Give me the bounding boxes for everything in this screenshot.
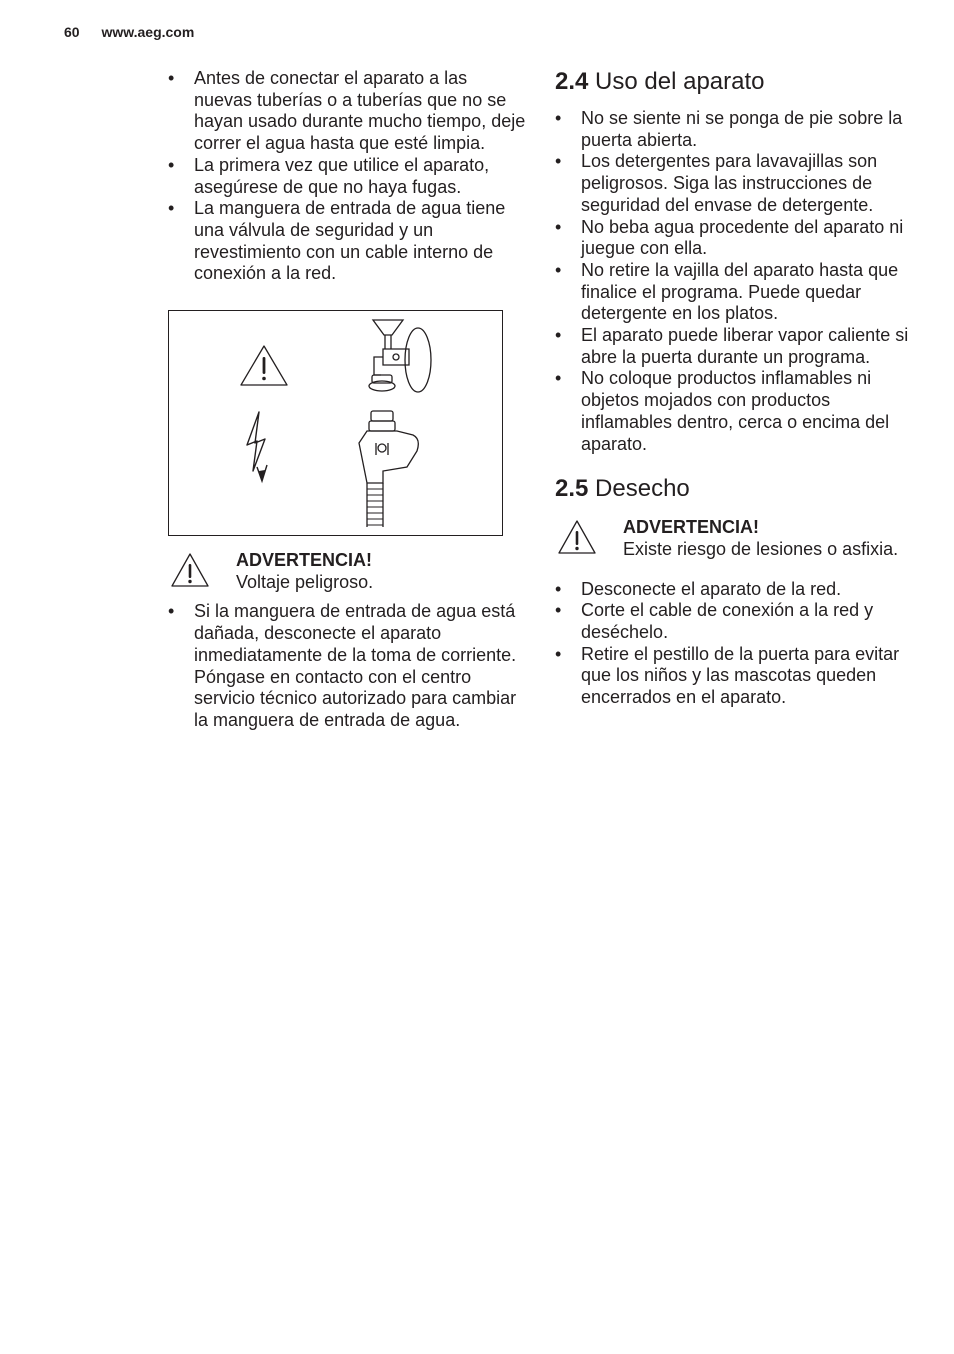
list-item: • Retire el pestillo de la puerta para evitar que los niños y las mascotas queden encerrados en el aparato.: [555, 644, 925, 709]
left-column: [168, 68, 528, 732]
section-heading: Desecho: [595, 475, 690, 503]
bullet-list-uso: [555, 108, 925, 455]
list-item: • No coloque productos inflamables ni objetos mojados con productos inflamables dentro, cerca o encima del aparato.: [555, 368, 925, 455]
list-item: • La primera vez que utilice el aparato, asegúrese de que no haya fugas.: [168, 155, 528, 198]
warning-title: ADVERTENCIA!: [236, 550, 373, 571]
hose-safety-figure: [168, 310, 503, 536]
list-item: • Corte el cable de conexión a la red y deséchelo.: [555, 600, 925, 643]
lightning-bolt-icon: [247, 412, 267, 481]
list-item: • Antes de conectar el aparato a las nuevas tuberías o a tuberías que no se hayan usado durante mucho tiempo, deje correr el agua hasta que esté limpia.: [168, 68, 528, 155]
list-item: • Los detergentes para lavavajillas son peligrosos. Siga las instrucciones de seguridad del envase de detergente.: [555, 151, 925, 216]
header-url[interactable]: www.aeg.com: [101, 24, 195, 40]
water-tap-icon: [369, 320, 431, 392]
warning-injury: [555, 517, 925, 560]
list-item: • No beba agua procedente del aparato ni juegue con ella.: [555, 217, 925, 260]
list-item: • La manguera de entrada de agua tiene una válvula de seguridad y un revestimiento con un cable interno de conexión a la red.: [168, 198, 528, 285]
safety-valve-hose-icon: [359, 411, 418, 527]
list-item: • No retire la vajilla del aparato hasta que finalice el programa. Puede quedar detergente en los platos.: [555, 260, 925, 325]
list-item: • No se siente ni se ponga de pie sobre la puerta abierta.: [555, 108, 925, 151]
page-number: 60: [64, 24, 80, 40]
warning-triangle-icon: [241, 346, 287, 385]
section-number: 2.4: [555, 68, 589, 95]
bullet-list-desecho: [555, 579, 925, 709]
figure-illustration: [169, 311, 504, 537]
warning-title: ADVERTENCIA!: [623, 517, 760, 538]
bullet-list-top: [168, 68, 528, 285]
warning-triangle-icon: [170, 552, 210, 588]
section-title-uso-del-aparato: [555, 68, 925, 96]
right-column: [555, 68, 925, 709]
warning-triangle-icon: [557, 519, 597, 555]
warning-text: Voltaje peligroso.: [236, 571, 374, 592]
section-title-desecho: [555, 475, 925, 503]
bullet-list-bottom: [168, 601, 528, 731]
section-heading: Uso del aparato: [595, 68, 765, 95]
list-item: • El aparato puede liberar vapor caliente si abre la puerta durante un programa.: [555, 325, 925, 368]
section-number: 2.5: [555, 475, 589, 503]
list-item: • Desconecte el aparato de la red.: [555, 579, 925, 601]
page-header: [64, 24, 194, 40]
warning-text: Existe riesgo de lesiones o asfixia.: [623, 538, 899, 559]
list-item: • Si la manguera de entrada de agua está dañada, desconecte el aparato inmediatamente de la toma de corriente. Póngase en contacto con el centro servicio técnico autorizado para cambiar la manguera de entrada de agua.: [168, 601, 528, 731]
warning-voltage: [168, 550, 528, 593]
